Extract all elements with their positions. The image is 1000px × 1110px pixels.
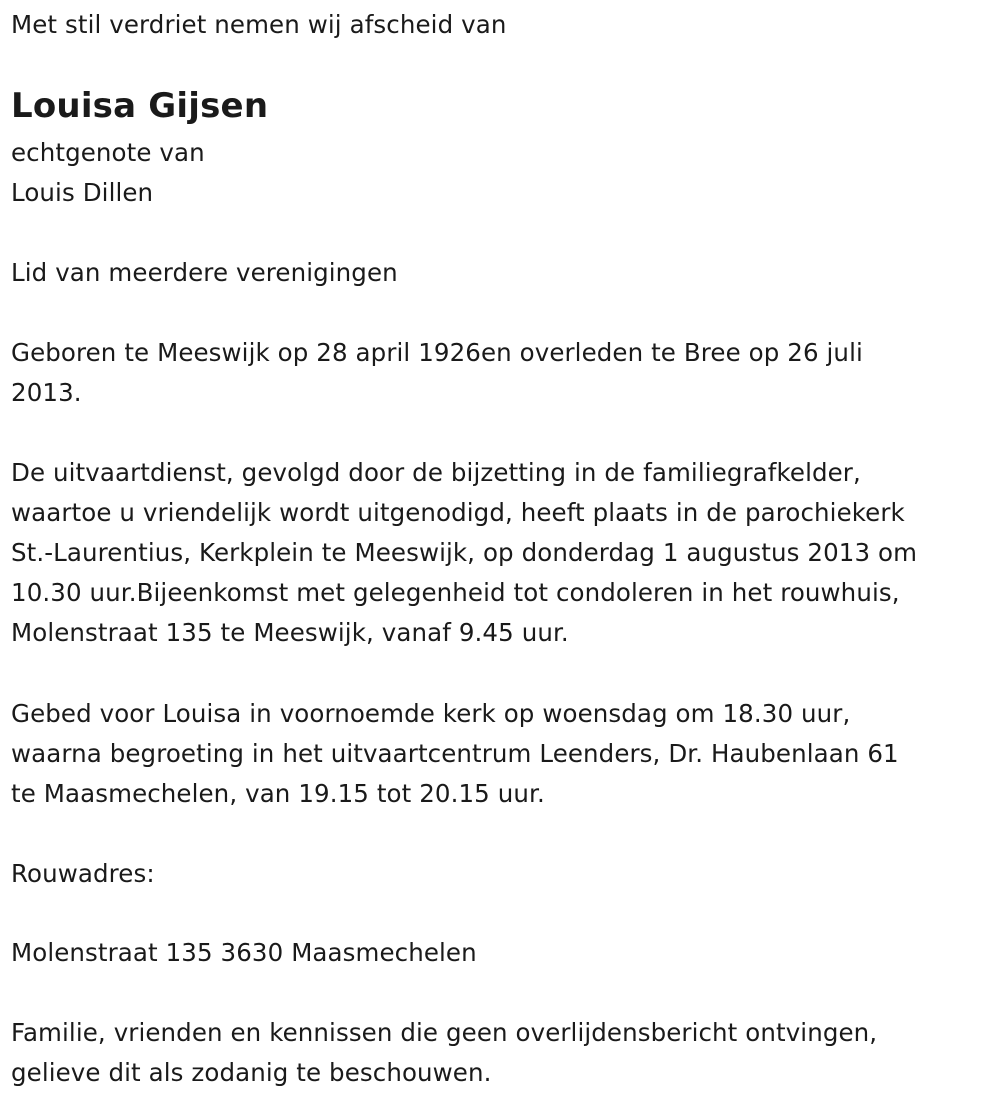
- paragraph-line: waarna begroeting in het uitvaartcentrum Leenders, Dr. Haubenlaan 61: [11, 739, 899, 768]
- paragraph-line: Gebed voor Louisa in voornoemde kerk op woensdag om 18.30 uur,: [11, 699, 851, 728]
- paragraph-line: gelieve dit als zodanig te beschouwen.: [11, 1058, 492, 1087]
- address-text: Molenstraat 135 3630 Maasmechelen: [11, 938, 477, 967]
- intro-text: Met stil verdriet nemen wij afscheid van: [11, 10, 507, 39]
- deceased-name: Louisa Gijsen: [11, 86, 269, 126]
- membership-text: Lid van meerdere verenigingen: [11, 258, 398, 287]
- paragraph-line: te Maasmechelen, van 19.15 tot 20.15 uur.: [11, 779, 545, 808]
- paragraph-line: De uitvaartdienst, gevolgd door de bijzetting in de familiegrafkelder,: [11, 458, 861, 487]
- paragraph-line: Geboren te Meeswijk op 28 april 1926en overleden te Bree op 26 juli: [11, 338, 863, 367]
- paragraph-line: waartoe u vriendelijk wordt uitgenodigd, heeft plaats in de parochiekerk: [11, 498, 905, 527]
- paragraph-line: Familie, vrienden en kennissen die geen overlijdensbericht ontvingen,: [11, 1018, 878, 1047]
- spouse-label: echtgenote van: [11, 138, 205, 167]
- paragraph-line: Molenstraat 135 te Meeswijk, vanaf 9.45 uur.: [11, 618, 569, 647]
- paragraph-line: 2013.: [11, 378, 82, 407]
- address-label: Rouwadres:: [11, 859, 155, 888]
- paragraph-line: St.-Laurentius, Kerkplein te Meeswijk, op donderdag 1 augustus 2013 om: [11, 538, 918, 567]
- spouse-name: Louis Dillen: [11, 178, 154, 207]
- paragraph-line: 10.30 uur.Bijeenkomst met gelegenheid tot condoleren in het rouwhuis,: [11, 578, 900, 607]
